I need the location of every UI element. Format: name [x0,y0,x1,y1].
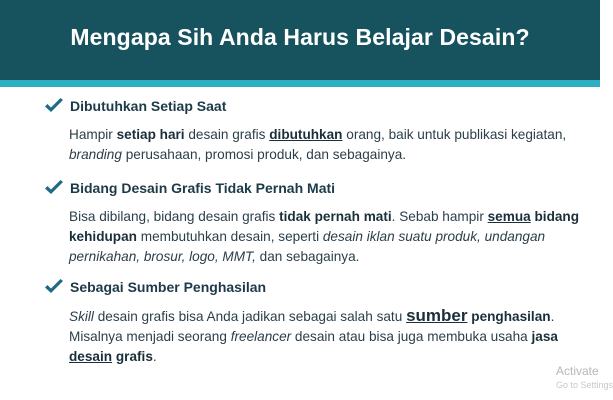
activation-watermark: Activate [556,364,599,378]
section-tidak-pernah-mati [44,178,584,267]
accent-bar [0,80,600,87]
section-heading-text: Dibutuhkan Setiap Saat [70,98,227,114]
checkmark-icon [44,180,64,196]
section-sumber-penghasilan [44,277,584,367]
checkmark-icon [44,98,64,114]
section-body: Bisa dibilang, bidang desain grafis tidak pernah mati. Sebab hampir semua bidang kehidupan membutuhkan desain, seperti desain iklan suatu produk, undangan pernikahan, brosur, logo, MMT, dan sebagainya. [69,209,580,264]
section-heading [44,277,584,297]
section-heading [44,178,584,198]
section-heading-text: Sebagai Sumber Penghasilan [70,279,267,295]
section-heading-text: Bidang Desain Grafis Tidak Pernah Mati [70,180,336,196]
section-dibutuhkan [44,96,584,165]
activation-watermark-sub: Go to Settings [556,380,613,390]
checkmark-icon [44,279,64,295]
section-body: Hampir setiap hari desain grafis dibutuhkan orang, baik untuk publikasi kegiatan, branding perusahaan, promosi produk, dan sebagainya. [69,127,567,162]
section-heading [44,96,584,116]
page-title: Mengapa Sih Anda Harus Belajar Desain? [70,23,530,50]
section-body: Skill desain grafis bisa Anda jadikan sebagai salah satu sumber penghasilan. Misalnya menjadi seorang freelancer desain atau bisa juga membuka usaha jasa desain grafis. [69,306,558,364]
title-banner [0,0,600,80]
